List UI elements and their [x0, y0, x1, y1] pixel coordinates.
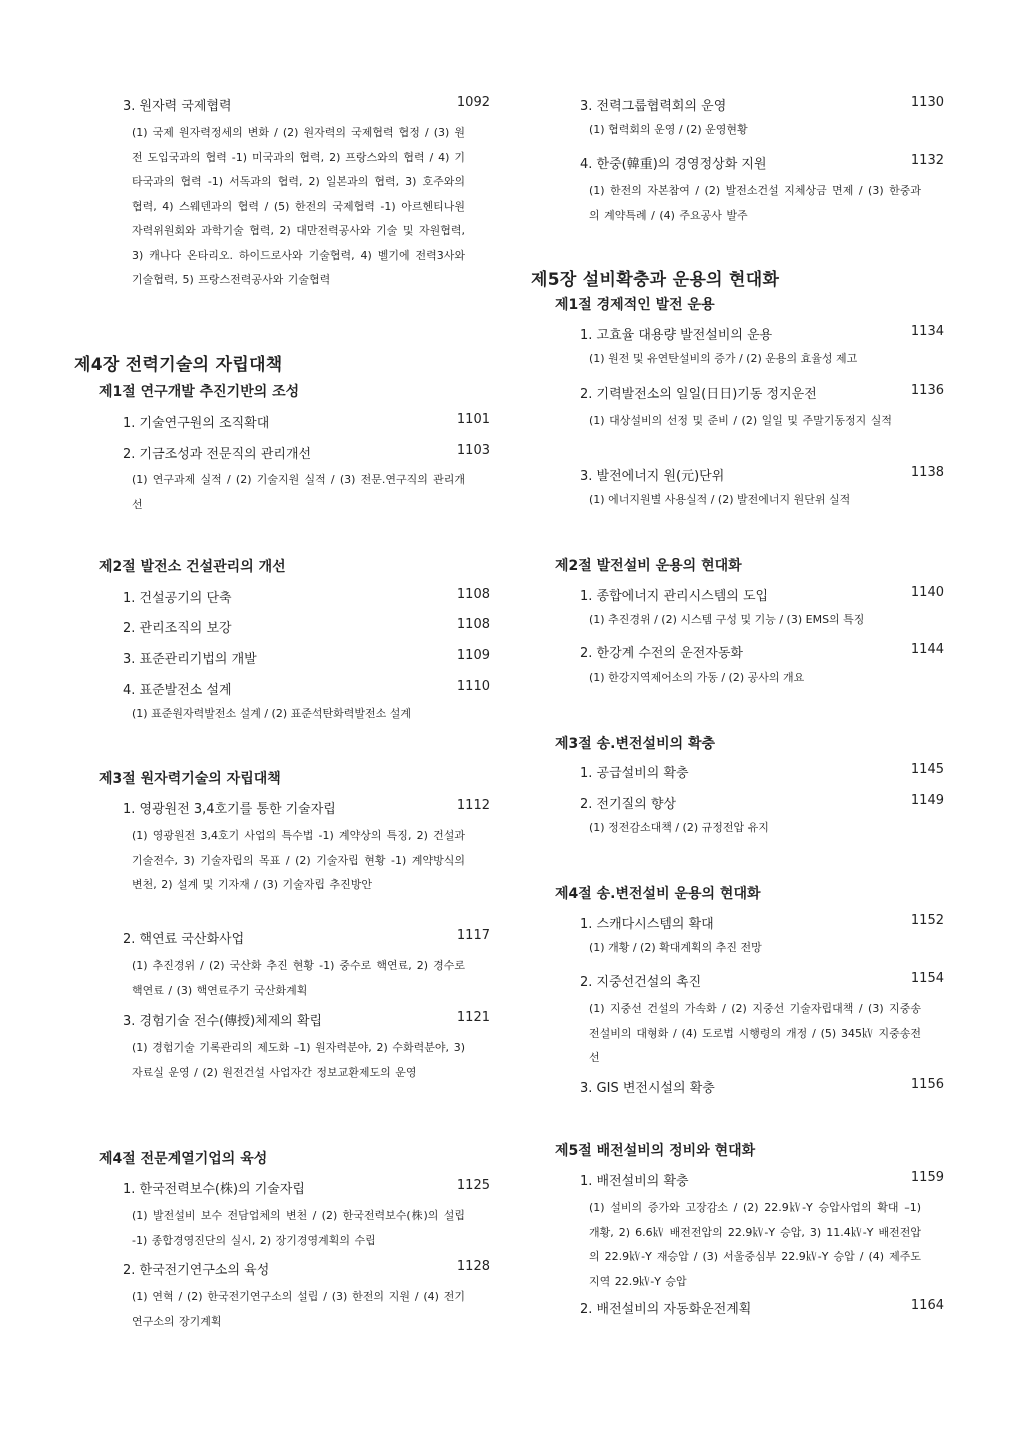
- page-number: 1149: [910, 793, 944, 808]
- toc-subitems: (1) 지중선 건설의 가속화 / (2) 지중선 기술자립대책 / (3) 지중송전설비의 대형화 / (4) 도로법 시행령의 개정 / (5) 345㎸ 지중송전선: [589, 1002, 921, 1064]
- toc-item: 1. 종합에너지 관리시스템의 도입: [580, 589, 769, 604]
- page-number: 1117: [456, 928, 490, 943]
- section-title: 제2절 발전소 건설관리의 개선: [99, 559, 286, 575]
- toc-subitems: (1) 연구과제 실적 / (2) 기술지원 실적 / (3) 전문.연구직의 관리개선: [132, 473, 465, 511]
- chapter-title: 제5장 설비확충과 운용의 현대화: [531, 270, 780, 290]
- page-number: 1156: [910, 1077, 944, 1092]
- toc-subitems: (1) 표준원자력발전소 설계 / (2) 표준석탄화력발전소 설계: [132, 707, 411, 720]
- toc-item: 3. GIS 변전시설의 확충: [580, 1081, 715, 1096]
- toc-item: 3. 경험기술 전수(傳授)체제의 확립: [123, 1014, 323, 1029]
- page-number: 1121: [456, 1010, 490, 1025]
- page-number: 1154: [910, 971, 944, 986]
- section-title: 제4절 송.변전설비 운용의 현대화: [555, 886, 761, 902]
- page-number: 1108: [456, 587, 490, 602]
- toc-item: 3. 원자력 국제협력: [123, 99, 232, 114]
- page-number: 1092: [456, 95, 490, 110]
- page-number: 1128: [456, 1259, 490, 1274]
- page-number: 1144: [910, 642, 944, 657]
- toc-item: 3. 발전에너지 원(元)단위: [580, 469, 725, 484]
- section-title: 제1절 연구개발 추진기반의 조성: [99, 384, 300, 400]
- toc-item: 1. 영광원전 3,4호기를 통한 기술자립: [123, 802, 336, 817]
- toc-item: 2. 전기질의 향상: [580, 797, 677, 812]
- toc-item: 1. 배전설비의 확충: [580, 1174, 689, 1189]
- toc-subitems: (1) 에너지원별 사용실적 / (2) 발전에너지 원단위 실적: [589, 493, 851, 506]
- toc-item: 1. 공급설비의 확충: [580, 766, 689, 781]
- toc-item: 1. 건설공기의 단축: [123, 591, 232, 606]
- page-number: 1134: [910, 324, 944, 339]
- toc-subitems: (1) 영광원전 3,4호기 사업의 특수법 -1) 계약상의 특징, 2) 건설과 기술전수, 3) 기술자립의 목표 / (2) 기술자립 현황 -1) 계약방식의 변천, 2) 설계 및 기자재 / (3) 기술자립 추진방안: [132, 829, 465, 891]
- toc-item: 2. 관리조직의 보강: [123, 621, 232, 636]
- page-number: 1140: [910, 585, 944, 600]
- page-number: 1145: [910, 762, 944, 777]
- toc-subitems: (1) 원전 및 유연탄설비의 증가 / (2) 운용의 효율성 제고: [589, 352, 858, 365]
- toc-subitems: (1) 추진경위 / (2) 국산화 추진 현황 -1) 중수로 핵연료, 2) 경수로 핵연료 / (3) 핵연료주기 국산화계획: [132, 959, 465, 997]
- toc-subitems: (1) 한강지역제어소의 가동 / (2) 공사의 개요: [589, 671, 805, 684]
- page-number: 1159: [910, 1170, 944, 1185]
- toc-subitems: (1) 발전설비 보수 전담업체의 변천 / (2) 한국전력보수(株)의 설립 -1) 종합경영진단의 실시, 2) 장기경영계획의 수립: [132, 1209, 465, 1247]
- toc-subitems: (1) 추진경위 / (2) 시스템 구성 및 기능 / (3) EMS의 특징: [589, 613, 865, 626]
- page-number: 1108: [456, 617, 490, 632]
- toc-subitems: (1) 연혁 / (2) 한국전기연구소의 설립 / (3) 한전의 지원 / (4) 전기연구소의 장기계획: [132, 1290, 465, 1328]
- toc-item: 4. 표준발전소 설계: [123, 683, 232, 698]
- toc-subitems: (1) 설비의 증가와 고장감소 / (2) 22.9㎸-Y 승압사업의 확대 –1) 개황, 2) 6.6㎸ 배전전압의 22.9㎸-Y 승압, 3) 11.4㎸-Y 배전전압의 22.9㎸-Y 재승압 / (3) 서울중심부 22.9㎸-Y 승압 / (4) 제주도지역 22.9㎸-Y 승압: [589, 1201, 921, 1288]
- toc-subitems: (1) 경험기술 기록관리의 제도화 –1) 원자력분야, 2) 수화력분야, 3) 자료실 운영 / (2) 원전건설 사업자간 정보교환제도의 운영: [132, 1041, 465, 1079]
- toc-item: 1. 스캐다시스템의 확대: [580, 917, 714, 932]
- toc-item: 2. 핵연료 국산화사업: [123, 932, 245, 947]
- page-number: 1103: [456, 443, 490, 458]
- section-title: 제1절 경제적인 발전 운용: [555, 297, 715, 313]
- page-number: 1152: [910, 913, 944, 928]
- page-number: 1109: [456, 648, 490, 663]
- toc-item: 2. 한국전기연구소의 육성: [123, 1263, 270, 1278]
- chapter-title: 제4장 전력기술의 자립대책: [74, 355, 283, 375]
- toc-item: 2. 배전설비의 자동화운전계획: [580, 1302, 752, 1317]
- toc-subitems: (1) 대상설비의 선정 및 준비 / (2) 일일 및 주말기동정지 실적: [589, 414, 892, 427]
- section-title: 제3절 송.변전설비의 확충: [555, 736, 716, 752]
- page-number: 1110: [456, 679, 490, 694]
- page-number: 1101: [456, 412, 490, 427]
- toc-item: 4. 한중(韓重)의 경영정상화 지원: [580, 157, 767, 172]
- toc-item: 3. 전력그룹협력회의 운영: [580, 99, 727, 114]
- page-number: 1136: [910, 383, 944, 398]
- toc-item: 2. 한강계 수전의 운전자동화: [580, 646, 743, 661]
- toc-item: 2. 기금조성과 전문직의 관리개선: [123, 447, 312, 462]
- page-number: 1125: [456, 1178, 490, 1193]
- section-title: 제2절 발전설비 운용의 현대화: [555, 558, 742, 574]
- toc-item: 2. 지중선건설의 촉진: [580, 975, 702, 990]
- toc-item: 2. 기력발전소의 일일(日日)기동 정지운전: [580, 387, 817, 402]
- page-number: 1164: [910, 1298, 944, 1313]
- toc-item: 3. 표준관리기법의 개발: [123, 652, 257, 667]
- toc-subitems: (1) 국제 원자력정세의 변화 / (2) 원자력의 국제협력 협정 / (3) 원전 도입국과의 협력 -1) 미국과의 협력, 2) 프랑스와의 협력 / 4) 기타국과의 협력 -1) 서독과의 협력, 2) 일본과의 협력, 3) 호주와의 협력, 4) 스웨덴과의 협력 / (5) 한전의 국제협력 -1) 아르헨티나원자력위원회와 과학기술 협력, 2) 대만전력공사와 기술 및 자원협력, 3) 캐나다 온타리오. 하이드로사와 기술협력, 4) 벨기에 전력3사와 기술협력, 5) 프랑스전력공사와 기술협력: [132, 126, 465, 286]
- page-number: 1112: [456, 798, 490, 813]
- page-number: 1130: [910, 95, 944, 110]
- toc-subitems: (1) 정전감소대책 / (2) 규정전압 유지: [589, 821, 769, 834]
- page-number: 1138: [910, 465, 944, 480]
- toc-item: 1. 한국전력보수(株)의 기술자립: [123, 1182, 305, 1197]
- toc-subitems: (1) 개황 / (2) 확대계획의 추진 전망: [589, 941, 762, 954]
- toc-item: 1. 고효율 대용량 발전설비의 운용: [580, 328, 773, 343]
- page-number: 1132: [910, 153, 944, 168]
- section-title: 제4절 전문계열기업의 육성: [99, 1151, 268, 1167]
- toc-subitems: (1) 협력회의 운영 / (2) 운영현황: [589, 123, 748, 136]
- toc-subitems: (1) 한전의 자본참여 / (2) 발전소건설 지체상금 면제 / (3) 한중과의 계약특례 / (4) 주요공사 발주: [589, 184, 921, 222]
- toc-item: 1. 기술연구원의 조직확대: [123, 416, 270, 431]
- section-title: 제3절 원자력기술의 자립대책: [99, 771, 281, 787]
- section-title: 제5절 배전설비의 정비와 현대화: [555, 1143, 756, 1159]
